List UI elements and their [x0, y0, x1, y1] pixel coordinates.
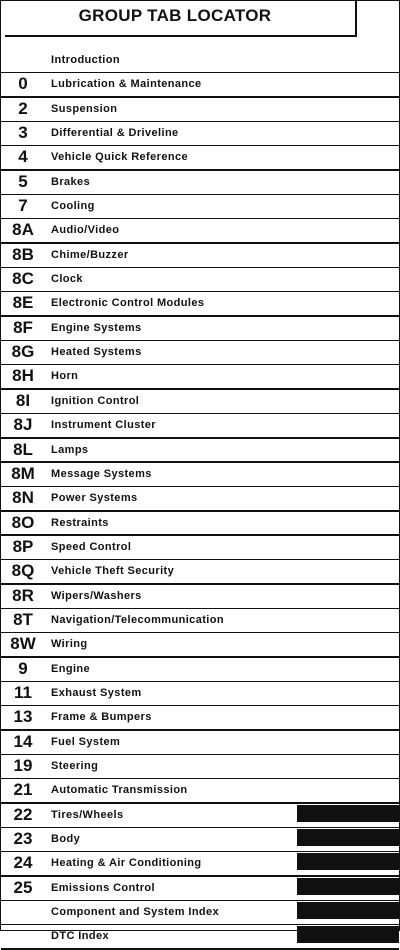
group-label: Chime/Buzzer	[51, 248, 129, 261]
group-number: 2	[18, 98, 28, 118]
tab-row[interactable]	[1, 535, 399, 559]
tab-row[interactable]	[1, 608, 399, 632]
group-number: 8B	[12, 244, 34, 264]
group-number: 8I	[15, 390, 31, 410]
tab-row[interactable]	[1, 267, 399, 291]
tab-row[interactable]	[1, 364, 399, 388]
tab-row[interactable]	[1, 705, 399, 729]
group-label: Engine Systems	[51, 321, 142, 334]
group-number: 8N	[12, 488, 34, 508]
black-tab-marker	[297, 805, 399, 822]
group-label: Vehicle Quick Reference	[51, 151, 188, 164]
tab-row[interactable]	[1, 754, 399, 778]
tab-row[interactable]	[1, 48, 399, 72]
group-number: 8T	[13, 609, 33, 629]
group-number: 8Q	[11, 561, 35, 581]
group-label: Component and System Index	[51, 906, 220, 919]
tab-list	[1, 48, 399, 949]
group-label: Wipers/Washers	[51, 589, 142, 602]
group-number: 8E	[12, 293, 34, 313]
group-number: 25	[13, 877, 33, 897]
group-number: 9	[18, 658, 28, 678]
tab-row[interactable]	[1, 291, 399, 315]
tab-row[interactable]	[1, 438, 399, 462]
group-label: Instrument Cluster	[51, 419, 156, 432]
group-number: 8O	[11, 512, 35, 532]
group-label: Ignition Control	[51, 394, 140, 407]
group-number	[3, 924, 43, 948]
group-label: Body	[51, 833, 81, 845]
tab-row[interactable]	[1, 681, 399, 705]
group-number: 8G	[11, 342, 35, 362]
group-number: 8L	[13, 439, 33, 459]
group-label: Exhaust System	[51, 686, 142, 699]
tab-row[interactable]	[1, 413, 399, 437]
group-label: Suspension	[51, 102, 118, 115]
group-number: 14	[13, 731, 33, 751]
tab-row[interactable]	[1, 218, 399, 242]
title-box	[5, 1, 357, 37]
tab-row[interactable]	[1, 778, 399, 802]
group-number: 0	[18, 74, 28, 94]
group-number: 8W	[10, 634, 36, 654]
group-number: 13	[13, 707, 33, 727]
tab-row[interactable]	[1, 316, 399, 340]
group-label: Message Systems	[51, 467, 152, 480]
tab-row[interactable]	[1, 730, 399, 754]
tab-row[interactable]	[1, 851, 399, 875]
group-number: 23	[13, 829, 33, 848]
group-number: 8M	[11, 463, 35, 483]
tab-row[interactable]	[1, 803, 399, 827]
tab-row[interactable]	[1, 511, 399, 535]
group-number: 4	[18, 147, 28, 167]
group-label: Power Systems	[51, 492, 138, 505]
tab-row[interactable]	[1, 243, 399, 267]
page-title: GROUP TAB LOCATOR	[78, 6, 272, 25]
black-tab-marker	[297, 829, 399, 846]
group-number: 21	[13, 780, 33, 800]
tab-row[interactable]	[1, 340, 399, 364]
black-tab-marker	[297, 902, 399, 919]
group-label: Horn	[51, 370, 79, 383]
group-label: Introduction	[51, 54, 120, 66]
tab-row[interactable]	[1, 900, 399, 924]
group-number: 5	[18, 171, 28, 191]
group-label: Lamps	[51, 443, 89, 456]
tab-row[interactable]	[1, 170, 399, 194]
group-label: Restraints	[51, 516, 109, 529]
group-number: 8A	[12, 220, 34, 240]
group-label: Engine	[51, 662, 91, 675]
group-label: Navigation/Telecommunication	[51, 613, 224, 626]
group-number: 11	[14, 682, 32, 702]
tab-row[interactable]	[1, 97, 399, 121]
group-label: Differential & Driveline	[51, 127, 179, 140]
group-label: Brakes	[51, 175, 91, 188]
tab-row[interactable]	[1, 486, 399, 510]
tab-row[interactable]	[1, 657, 399, 681]
group-label: Heated Systems	[51, 346, 142, 359]
group-number: 8C	[12, 269, 34, 289]
group-label: Speed Control	[51, 540, 132, 553]
group-number	[3, 48, 43, 72]
group-label: Steering	[51, 759, 99, 772]
group-number: 8F	[13, 317, 33, 337]
black-tab-marker	[297, 926, 399, 943]
group-number	[3, 900, 43, 924]
tab-row[interactable]	[1, 121, 399, 145]
tab-row[interactable]	[1, 924, 399, 948]
group-label: Electronic Control Modules	[51, 297, 205, 310]
group-number: 19	[13, 755, 33, 775]
tab-row[interactable]	[1, 632, 399, 656]
black-tab-marker	[297, 878, 399, 895]
tab-row[interactable]	[1, 194, 399, 218]
group-number: 8P	[12, 536, 34, 556]
group-label: Fuel System	[51, 735, 121, 748]
group-label: Emissions Control	[51, 881, 155, 894]
tab-row[interactable]	[1, 389, 399, 413]
tab-row[interactable]	[1, 876, 399, 900]
group-number: 22	[13, 804, 33, 824]
group-number: 8J	[13, 415, 33, 435]
group-label: Frame & Bumpers	[51, 711, 152, 724]
group-number: 24	[13, 853, 33, 873]
group-number: 7	[18, 196, 28, 216]
group-label: Cooling	[51, 200, 95, 213]
group-number: 8H	[12, 366, 34, 386]
group-label: Tires/Wheels	[51, 808, 124, 821]
group-label: Heating & Air Conditioning	[51, 857, 202, 870]
tab-row[interactable]	[1, 462, 399, 486]
tab-row[interactable]	[1, 72, 399, 96]
tab-row[interactable]	[1, 559, 399, 583]
black-tab-marker	[297, 853, 399, 870]
tab-row[interactable]	[1, 584, 399, 608]
group-label: Wiring	[51, 638, 88, 651]
group-label: Clock	[51, 273, 83, 286]
group-label: Audio/Video	[51, 224, 120, 237]
group-label: Automatic Transmission	[51, 784, 188, 797]
tab-row[interactable]	[1, 145, 399, 169]
group-number: 3	[18, 123, 28, 143]
group-label: Vehicle Theft Security	[51, 565, 175, 578]
group-label: Lubrication & Maintenance	[51, 78, 202, 91]
tab-row[interactable]	[1, 827, 399, 851]
group-number: 8R	[12, 585, 34, 605]
group-label: DTC Index	[51, 930, 109, 943]
